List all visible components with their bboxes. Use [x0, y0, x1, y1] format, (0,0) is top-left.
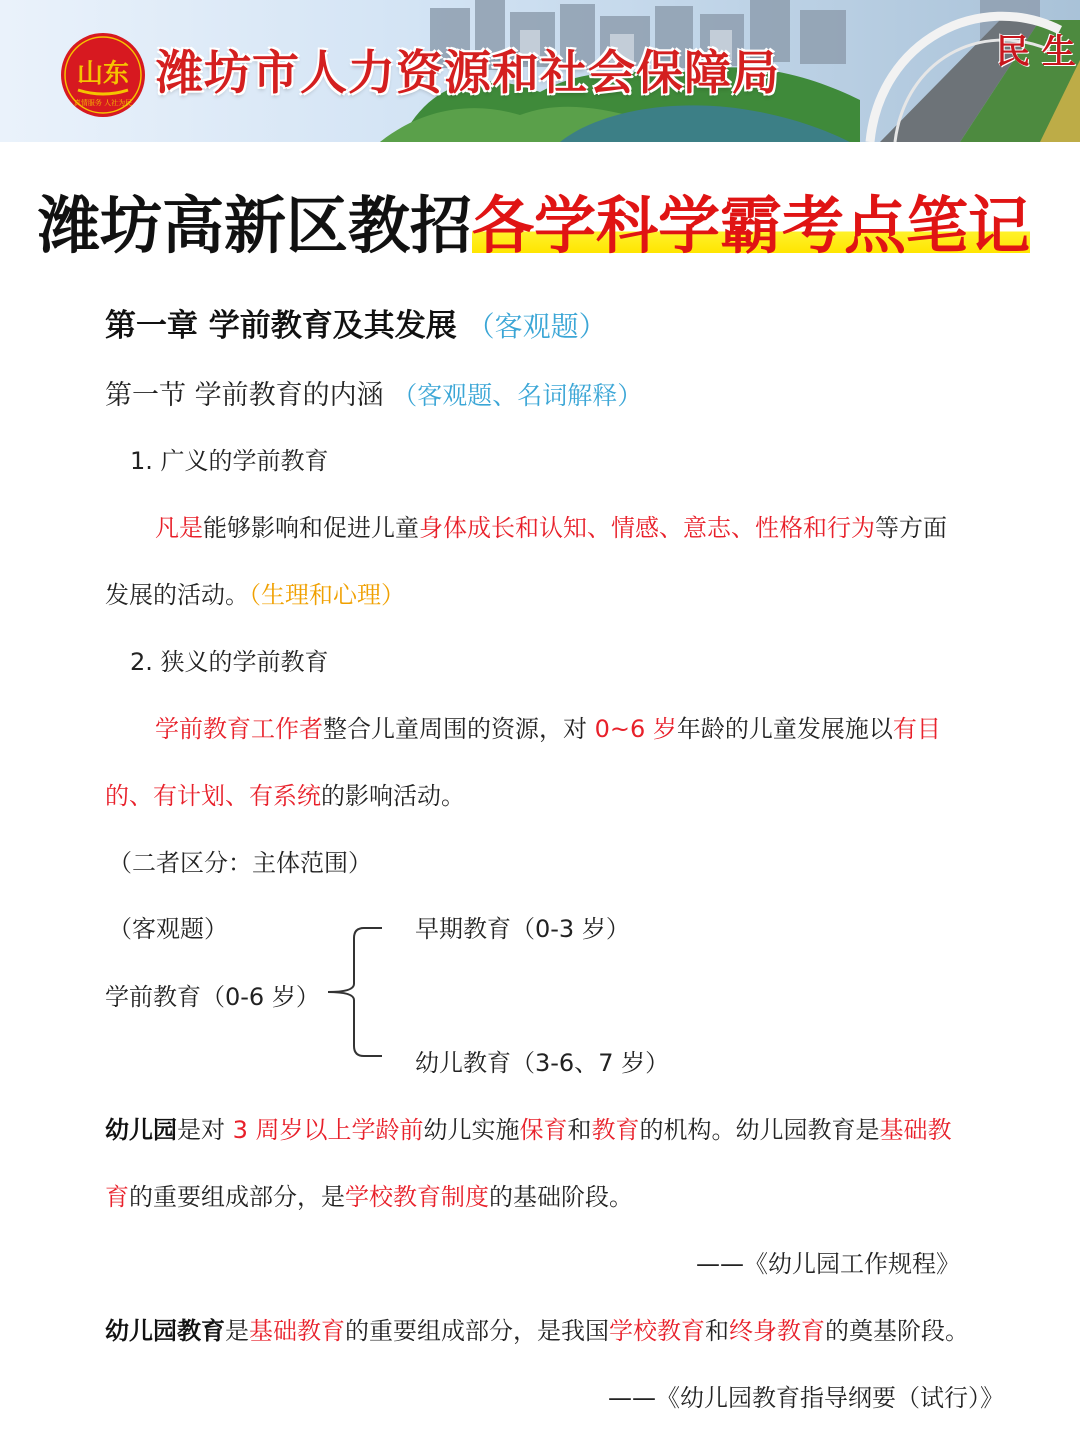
text-segment: 整合儿童周围的资源，对	[323, 715, 595, 743]
text-segment: 身体成长和认知、情感、意志、性格和行为	[419, 514, 875, 542]
item-1-definition-line-2	[105, 575, 405, 610]
text-segment: 等方面	[875, 514, 947, 542]
section-heading	[105, 373, 642, 412]
section-title: 第一节 学前教育的内涵	[105, 380, 384, 411]
text-segment: 的、有计划、有系统	[105, 782, 321, 810]
item-1-label: 1. 广义的学前教育	[130, 447, 329, 475]
text-segment: （生理和心理）	[249, 581, 405, 609]
text-segment: 有目	[892, 715, 941, 743]
svg-text:山东: 山东	[76, 59, 130, 89]
item-2-definition-line-1	[155, 709, 941, 744]
text-segment: 幼儿园	[105, 1116, 177, 1144]
text-segment: 幼儿实施	[423, 1116, 520, 1144]
text-segment: 学前教育工作者	[155, 715, 323, 743]
text-segment: 的基础阶段。	[489, 1183, 633, 1211]
diagram-tag: （客观题）	[108, 915, 228, 943]
kindergarten-definition-line-1	[105, 1110, 952, 1145]
text-segment: 发展的活动。	[105, 581, 249, 609]
item-2-label: 2. 狭义的学前教育	[130, 648, 329, 676]
chapter-tag: （客观题）	[466, 310, 607, 343]
text-segment: 保育	[519, 1116, 568, 1144]
bracket-icon	[318, 926, 388, 1058]
text-segment: 和	[705, 1317, 729, 1345]
diagram-root: 学前教育（0-6 岁）	[105, 983, 320, 1011]
organization-name: 潍坊市人力资源和社会保障局	[156, 46, 780, 101]
bureau-logo	[60, 32, 146, 118]
text-segment: 的重要组成部分，是	[129, 1183, 345, 1211]
kg-education-statement	[105, 1311, 969, 1346]
text-segment: 学校教育	[609, 1317, 705, 1345]
text-segment: 学校教育制度	[345, 1183, 489, 1211]
banner-slogan-fragment: 民 生	[996, 32, 1076, 72]
title-part-black: 潍坊高新区教招	[38, 189, 473, 262]
text-segment: 幼儿园教育	[105, 1317, 225, 1345]
text-segment: 年龄的儿童发展施以	[676, 715, 893, 743]
section-tag: （客观题、名词解释）	[392, 381, 643, 410]
text-segment: 是对	[177, 1116, 233, 1144]
header-banner	[0, 0, 1080, 142]
text-segment: 3 周岁以上学龄前	[232, 1116, 424, 1144]
distinction-note: （二者区分：主体范围）	[108, 849, 372, 877]
text-segment: 的奠基阶段。	[825, 1317, 969, 1345]
kindergarten-definition-line-2	[105, 1177, 633, 1212]
page-title	[38, 176, 1030, 265]
text-segment: 0~6 岁	[594, 715, 677, 743]
text-segment: 教育	[591, 1116, 640, 1144]
text-segment: 的影响活动。	[321, 782, 465, 810]
citation-kindergarten-regulations: ——《幼儿园工作规程》	[696, 1250, 960, 1278]
diagram-branch-preschool: 幼儿教育（3-6、7 岁）	[415, 1049, 670, 1077]
citation-kindergarten-guidelines: ——《幼儿园教育指导纲要（试行）》	[608, 1384, 1004, 1412]
item-1-definition-line-1	[155, 508, 947, 543]
text-segment: 基础教育	[249, 1317, 345, 1345]
text-segment: 和	[567, 1116, 592, 1144]
text-segment: 能够影响和促进儿童	[203, 514, 419, 542]
text-segment: 的机构。幼儿园教育是	[639, 1116, 880, 1144]
chapter-title: 第一章 学前教育及其发展	[105, 308, 457, 344]
text-segment: 的重要组成部分，是我国	[345, 1317, 609, 1345]
text-segment: 凡是	[155, 514, 203, 542]
text-segment: 终身教育	[729, 1317, 825, 1345]
chapter-heading	[105, 300, 607, 345]
text-segment: 基础教	[879, 1116, 952, 1144]
svg-text:真情服务 人社为民: 真情服务 人社为民	[73, 99, 133, 107]
text-segment: 育	[105, 1183, 129, 1211]
item-2-definition-line-2	[105, 776, 465, 811]
text-segment: 是	[225, 1317, 249, 1345]
diagram-branch-early: 早期教育（0-3 岁）	[415, 915, 630, 943]
title-part-red-highlight: 各学科学霸考点笔记	[472, 189, 1031, 262]
